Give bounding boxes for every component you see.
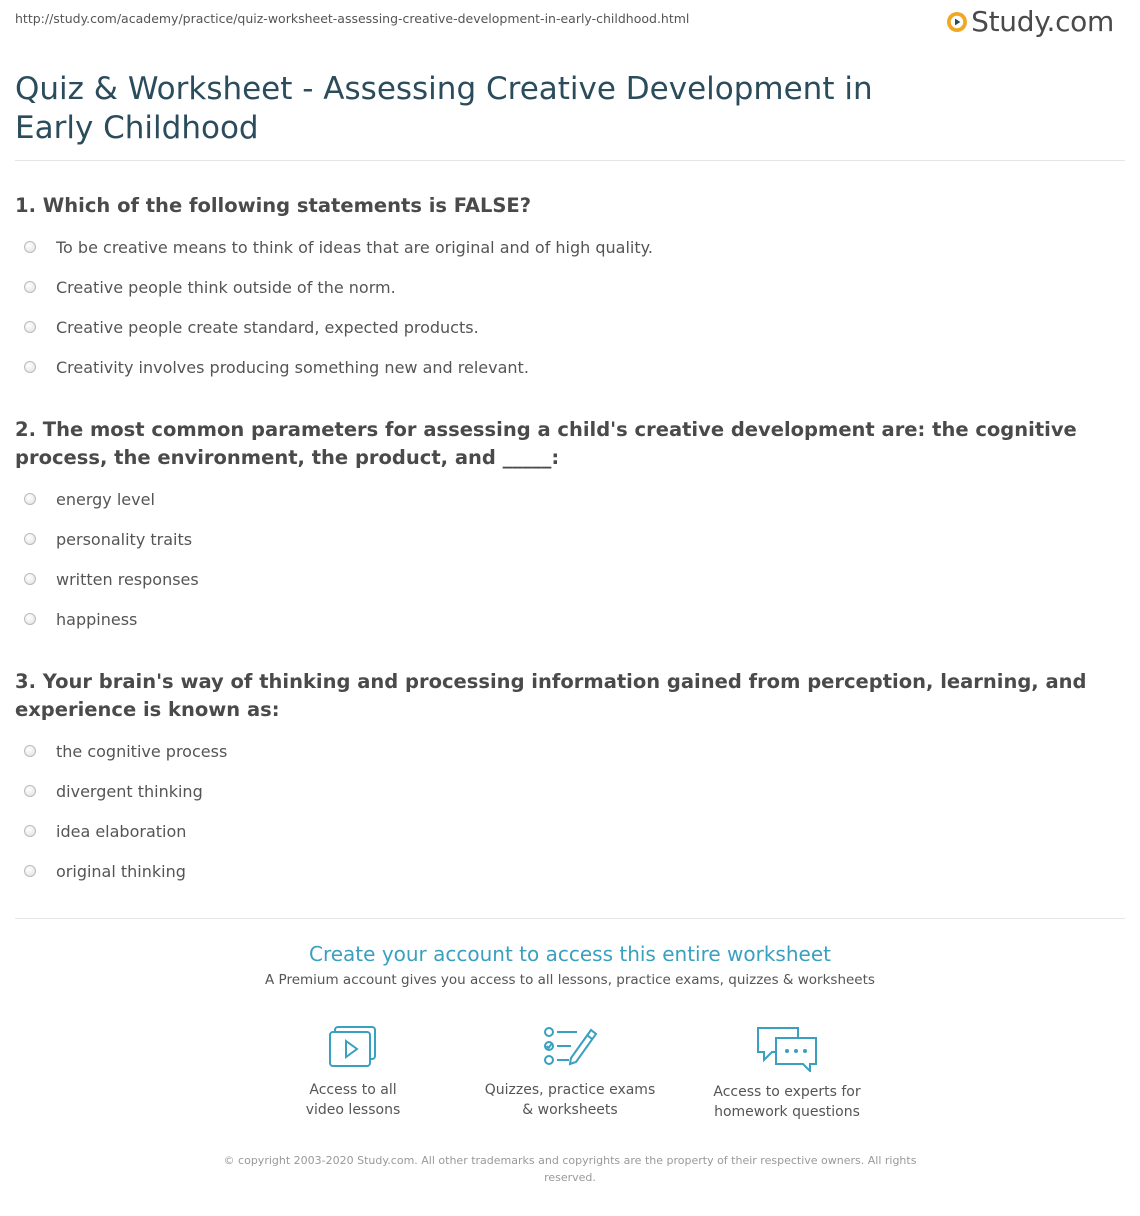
answer-label: idea elaboration [56, 821, 187, 841]
radio-button[interactable] [24, 493, 36, 505]
question-text: 1. Which of the following statements is FALSE? [15, 194, 532, 217]
video-lessons-icon [326, 1024, 380, 1070]
radio-button[interactable] [24, 573, 36, 585]
answer-option[interactable] [15, 731, 1125, 771]
cta-divider [15, 918, 1125, 919]
radio-button[interactable] [24, 825, 36, 837]
answer-option[interactable] [15, 771, 1125, 811]
feature-label: Access to all video lessons [305, 1082, 401, 1118]
radio-button[interactable] [24, 241, 36, 253]
question-2 [15, 416, 1125, 639]
radio-button[interactable] [24, 321, 36, 333]
question-text: 3. Your brain's way of thinking and processing information gained from perception, learning, and experience is known as: [15, 670, 1087, 721]
radio-button[interactable] [24, 533, 36, 545]
page-url: http://study.com/academy/practice/quiz-worksheet-assessing-creative-development-in-early-childhood.html [15, 11, 690, 26]
create-account-link[interactable]: Create your account to access this entire worksheet [309, 942, 831, 966]
answer-label: Creativity involves producing something new and relevant. [56, 357, 529, 377]
feature-label: Access to experts for homework questions [713, 1084, 861, 1120]
answer-label: divergent thinking [56, 781, 203, 801]
feature-quizzes [462, 1024, 679, 1122]
radio-button[interactable] [24, 785, 36, 797]
radio-button[interactable] [24, 281, 36, 293]
chat-bubbles-icon [754, 1024, 820, 1072]
answer-option[interactable] [15, 519, 1125, 559]
radio-button[interactable] [24, 745, 36, 757]
radio-button[interactable] [24, 613, 36, 625]
checklist-pencil-icon [541, 1024, 599, 1070]
feature-experts [679, 1024, 896, 1122]
answer-label: Creative people create standard, expected products. [56, 317, 479, 337]
premium-features [0, 1024, 1140, 1122]
header-divider [15, 160, 1125, 161]
answer-label: happiness [56, 609, 138, 629]
answer-option[interactable] [15, 227, 1125, 267]
answer-option[interactable] [15, 599, 1125, 639]
answer-option[interactable] [15, 559, 1125, 599]
answer-option[interactable] [15, 479, 1125, 519]
answer-list [15, 479, 1125, 639]
feature-label: Quizzes, practice exams & worksheets [484, 1082, 656, 1118]
answer-label: To be creative means to think of ideas that are original and of high quality. [56, 237, 653, 257]
answer-option[interactable] [15, 851, 1125, 891]
answer-label: personality traits [56, 529, 193, 549]
question-3 [15, 668, 1125, 891]
cta-subtitle: A Premium account gives you access to all lessons, practice exams, quizzes & worksheets [265, 972, 875, 988]
study-logo[interactable] [945, 5, 1114, 38]
copyright-footer: © copyright 2003-2020 Study.com. All other trademarks and copyrights are the property of their respective owners. All rights reserved. [223, 1154, 917, 1184]
question-1 [15, 192, 1125, 387]
radio-button[interactable] [24, 361, 36, 373]
play-circle-icon [945, 10, 969, 34]
answer-option[interactable] [15, 811, 1125, 851]
answer-label: original thinking [56, 861, 186, 881]
logo-text: Study.com [971, 5, 1114, 38]
question-text: 2. The most common parameters for assessing a child's creative development are: the cognitive process, the environment, the product, and _____: [15, 418, 1077, 469]
answer-label: the cognitive process [56, 741, 228, 761]
answer-option[interactable] [15, 307, 1125, 347]
answer-label: written responses [56, 569, 199, 589]
page-title: Quiz & Worksheet - Assessing Creative Development in Early Childhood [15, 71, 873, 146]
answer-label: Creative people think outside of the norm. [56, 277, 396, 297]
radio-button[interactable] [24, 865, 36, 877]
feature-video-lessons [245, 1024, 462, 1122]
answer-list [15, 731, 1125, 891]
answer-option[interactable] [15, 347, 1125, 387]
signup-cta [0, 942, 1140, 988]
answer-label: energy level [56, 489, 155, 509]
answer-list [15, 227, 1125, 387]
answer-option[interactable] [15, 267, 1125, 307]
